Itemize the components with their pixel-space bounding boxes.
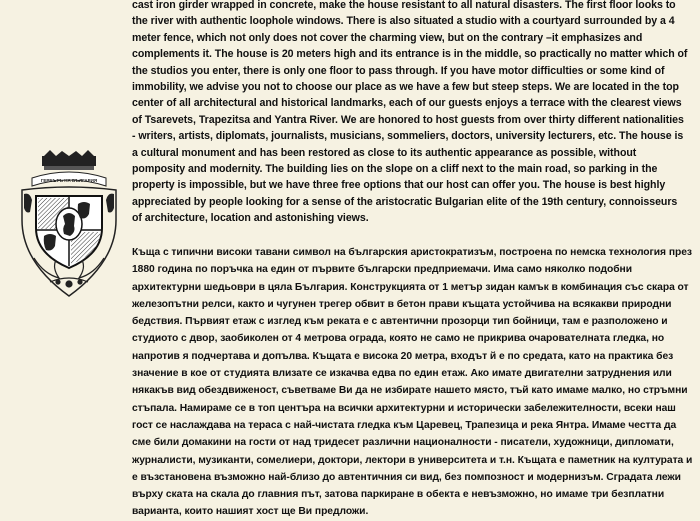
motto-ribbon: [32, 172, 106, 186]
bulgarian-description: Къща с типични високи тавани символ на българския аристократизъм, построена по немска технология през 1880 година по поръчка на един от първите български предприемачи. Има само няколко подобни архитектурни шедьоври в цяла България. Конструкцията от 1 метър зидан камък в комбинация със скара от железопътни релси, както и чугунен трегер обвит в бетон прави къщата устойчива на всякакви природни бедствия. Първият етаж с изглед към реката е с автентични прозорци тип бойници, там е разположено и студиото с двор, заобиколен от 4 метрова ограда, която не само не прикрива очарователната гледка, но напротив я подчертава и допълва. Къщата е висока 20 метра, входът й е по средата, като на практика без значение в кое от студията влизате се изкачва едва по един етаж. Ако имате двигателни затруднения или някакъв вид обездвиженост, съветваме Ви да не избирате нашето място, тъй като имаме малко, но стръмни стъпала. Намираме се в топ центъра на всички архитектурни и исторически забележителности, всеки наш гост се наслаждава на тераса с най-чистата гледка към Царевец, Трапезица и река Янтра. Имаме честта да сме били домакини на гости от над тридесет различни националности - писатели, художници, дипломати, журналисти, музиканти, сомелиери, доктори, лектори в университета и т.н. Къщата е паметник на културата и е възстановена възможно най-близо до автентичния си вид, без помпозност и модернизъм. Сградата лежи върху ската на скала до главния път, затова паркиране в обекта е невъзможно, но имаме три безплатни варианта, които нашият хост ще Ви предложи.: [132, 247, 693, 518]
crown-icon: [42, 150, 96, 170]
english-description: cast iron girder wrapped in concrete, make the house resistant to all natural disasters. The first floor looks to the river with authentic loophole windows. There is also situated a studio with a courtyard surrounded by a 4 meter fence, which not only does not cover the charming view, but on the contrary –it emphasizes and complements it. The house is 20 meters high and its entrance is in the middle, so practically no matter which of the studios you enter, there is only one floor to pass through. If you have motor difficulties or some kind of immobility, we advise you not to choose our place as we have a few but steep steps. We are located in the top center of all architectural and historical landmarks, each of our guests enjoys a terrace with the clearest views of Tsarevets, Trapezitsa and Yantra River. We are honored to host guests from over thirty different nationalities - writers, artists, diplomats, journalists, musicians, sommeliers, doctors, university lecturers, etc. The house is a cultural monument and has been restored as close to its authentic appearance as possible, without pomposity and modernity. The building lies on the slope on a cliff next to the main road, so parking in the property is impossible, but we have three free options that our host can offer you. The house is best highly appreciated by people looking for a sense of the aristocratic Bulgarian elite of the 19th century, connoisseurs of architecture, location and astonishing views.: [132, 0, 688, 225]
coat-of-arms-icon: [14, 150, 124, 300]
lion-escutcheon-icon: [56, 208, 82, 240]
svg-text:ГЕРБЪТЪ НА БЪЛГАРИЯ: ГЕРБЪТЪ НА БЪЛГАРИЯ: [40, 178, 98, 183]
